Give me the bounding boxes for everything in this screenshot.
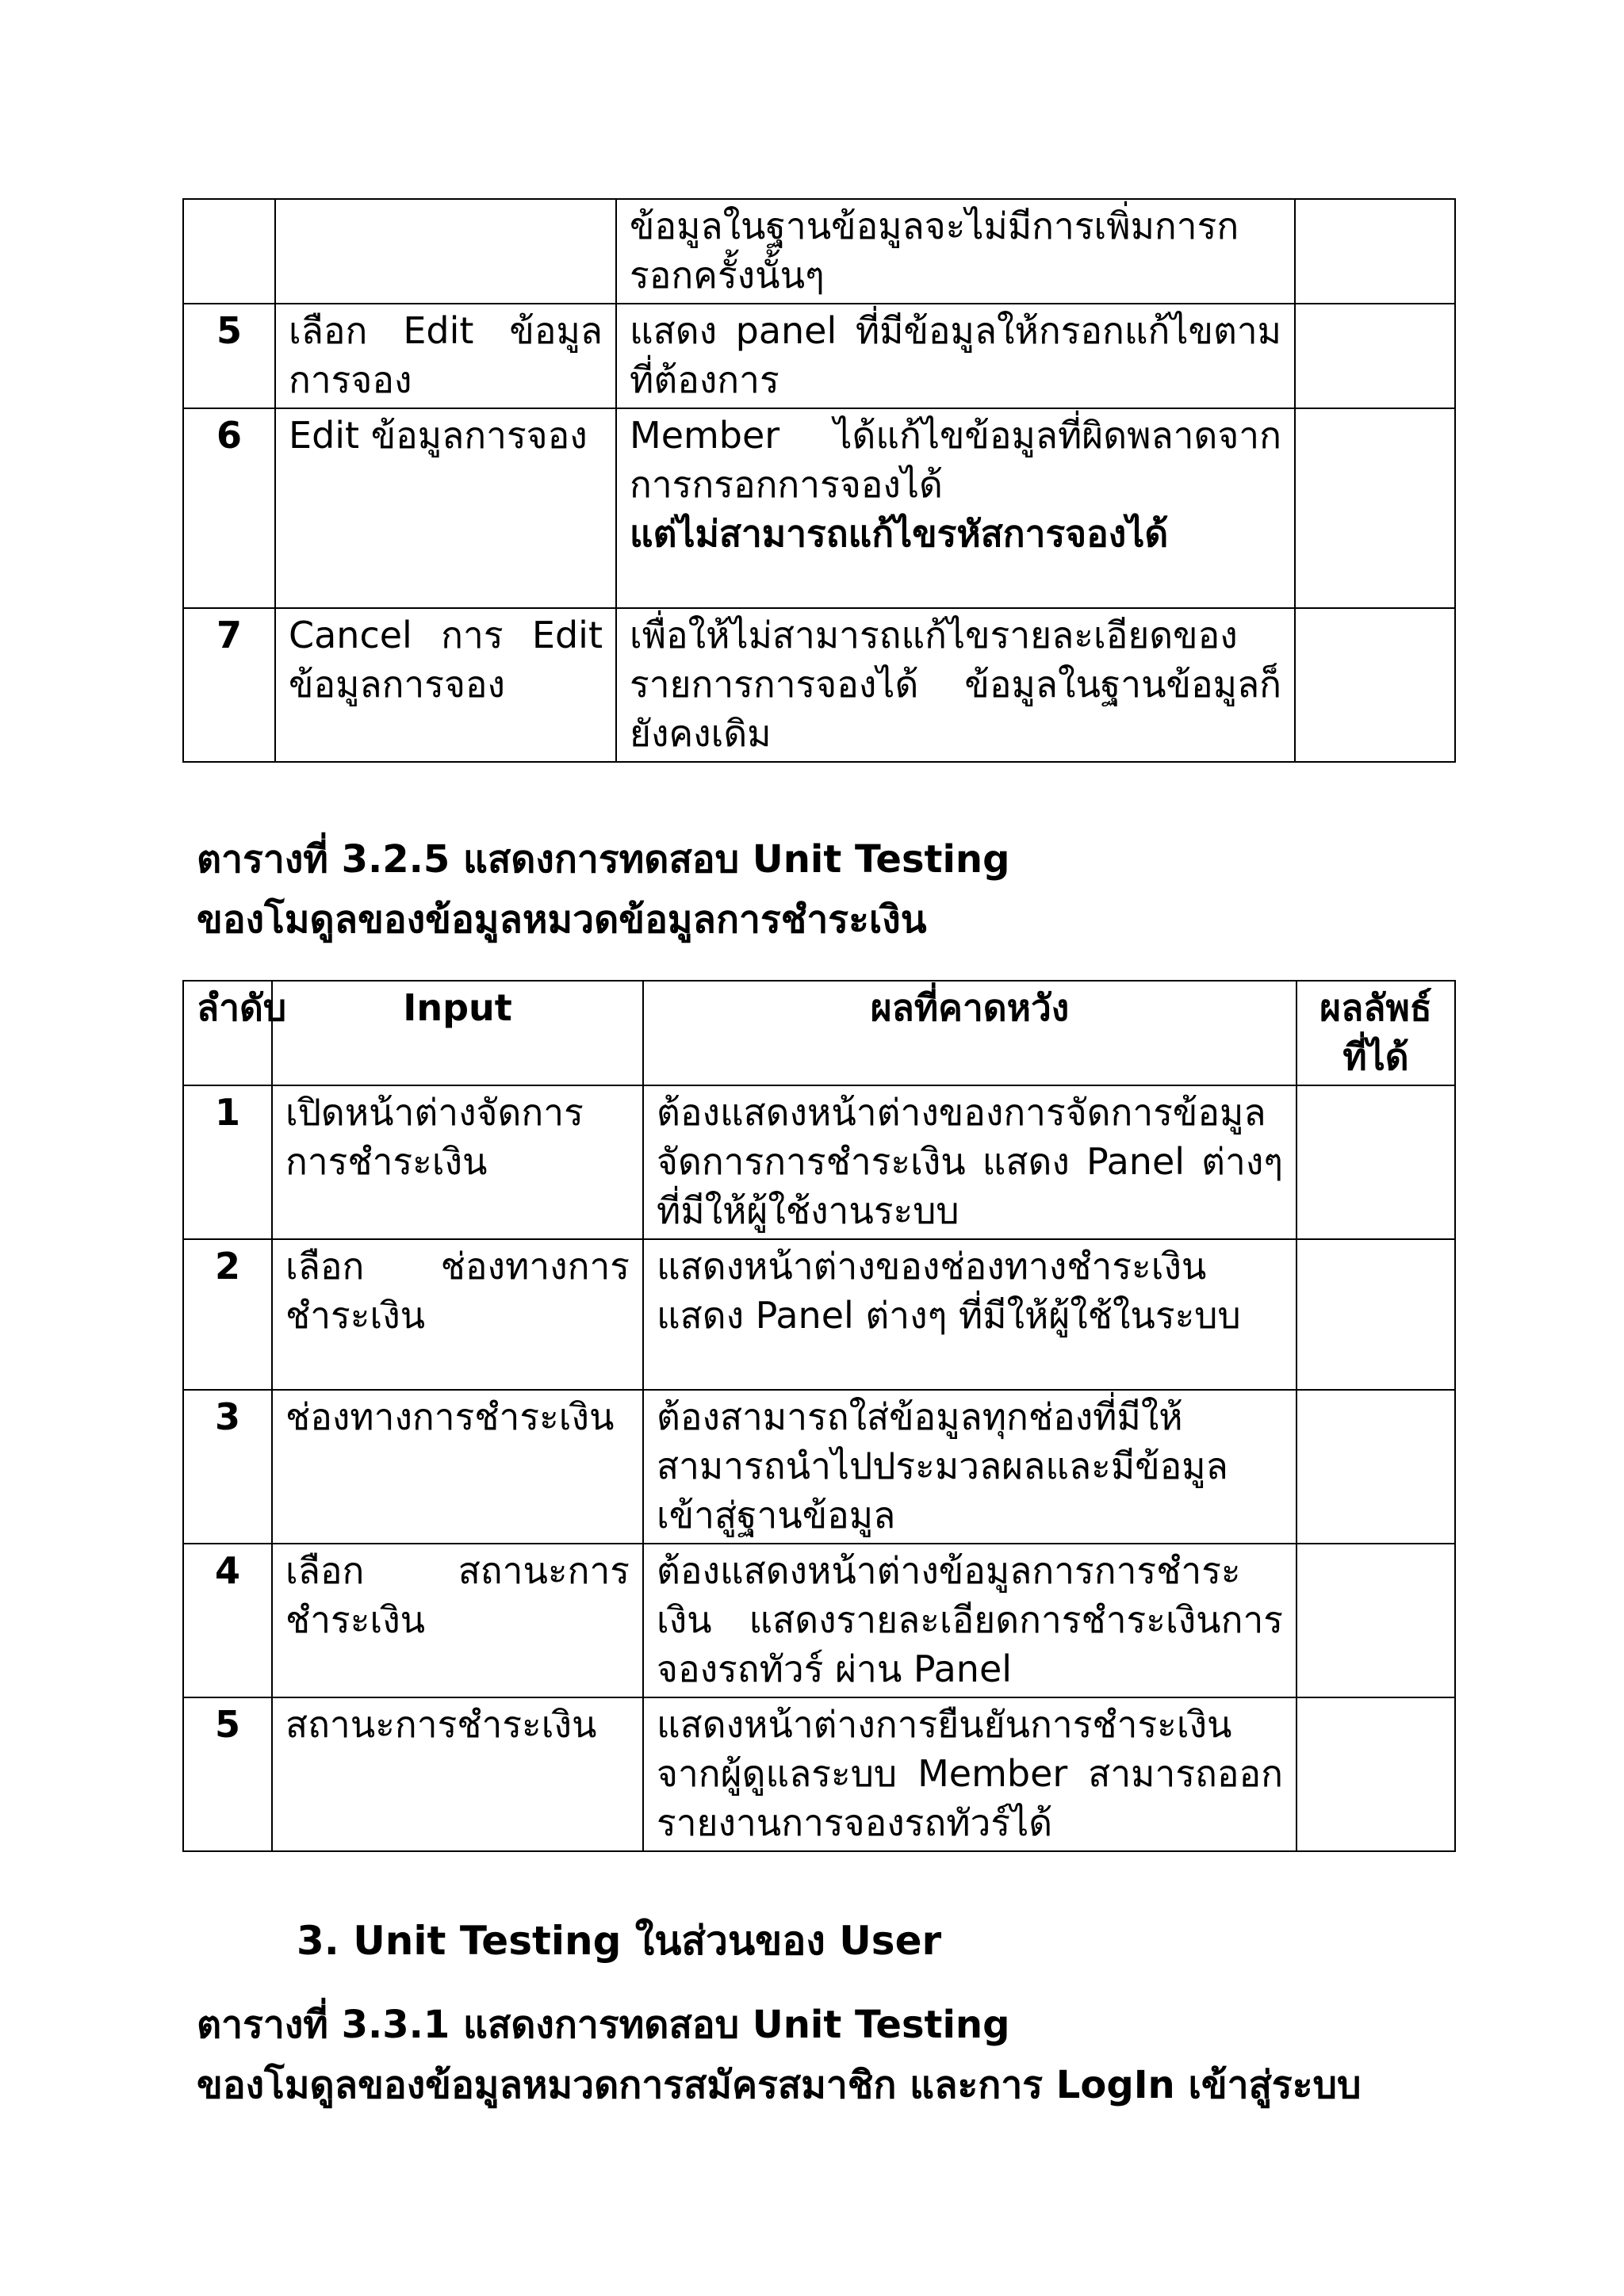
- table-row: [183, 1697, 1455, 1851]
- row-number: 4: [183, 1544, 272, 1697]
- row-number: 6: [183, 408, 275, 608]
- row-number: 3: [183, 1390, 272, 1544]
- result-cell: [1295, 408, 1455, 608]
- row-number: 2: [183, 1239, 272, 1390]
- table-caption-line1: ตารางที่ 3.3.1 แสดงการทดสอบ Unit Testing: [197, 2003, 1010, 2047]
- result-cell: [1297, 1085, 1455, 1239]
- row-number: 1: [183, 1085, 272, 1239]
- result-cell: [1295, 608, 1455, 762]
- table-caption-line1: ตารางที่ 3.2.5 แสดงการทดสอบ Unit Testing: [197, 837, 1010, 882]
- row-number: [183, 199, 275, 304]
- header-number: ลำดับ: [183, 981, 272, 1085]
- input-cell: เลือก ช่องทางการชำระเงิน: [272, 1239, 643, 1390]
- result-cell: [1297, 1390, 1455, 1544]
- table-row: [183, 1239, 1455, 1390]
- row-number: 7: [183, 608, 275, 762]
- input-cell: สถานะการชำระเงิน: [272, 1697, 643, 1851]
- booking-edit-test-table: [182, 198, 1456, 763]
- header-expected: ผลที่คาดหวัง: [643, 981, 1297, 1085]
- table-row: [183, 1390, 1455, 1544]
- result-cell: [1297, 1697, 1455, 1851]
- table-caption-line2: ของโมดูลของข้อมูลหมวดการสมัครสมาชิก และการ LogIn เข้าสู่ระบบ: [197, 2063, 1362, 2107]
- input-cell: เปิดหน้าต่างจัดการการชำระเงิน: [272, 1085, 643, 1239]
- expected-cell: ต้องแสดงหน้าต่างของการจัดการข้อมูลจัดการการชำระเงิน แสดง Panel ต่างๆ ที่มีให้ผู้ใช้งานระบบ: [643, 1085, 1297, 1239]
- table-header-row: [183, 981, 1455, 1085]
- expected-cell: ข้อมูลในฐานข้อมูลจะไม่มีการเพิ่มการกรอกครั้งนั้นๆ: [616, 199, 1295, 304]
- expected-cell: ต้องแสดงหน้าต่างข้อมูลการการชำระเงิน แสดงรายละเอียดการชำระเงินการจองรถทัวร์ ผ่าน Panel: [643, 1544, 1297, 1697]
- expected-bold-note: แต่ไม่สามารถแก้ไขรหัสการจองได้: [630, 512, 1169, 555]
- input-cell: เลือก สถานะการชำระเงิน: [272, 1544, 643, 1697]
- section-title: 3. Unit Testing ในส่วนของ User: [297, 1918, 942, 1964]
- input-cell: Cancel การ Edit ข้อมูลการจอง: [275, 608, 616, 762]
- payment-test-table: [182, 980, 1456, 1852]
- result-cell: [1297, 1239, 1455, 1390]
- input-cell: Edit ข้อมูลการจอง: [275, 408, 616, 608]
- table-row: [183, 1544, 1455, 1697]
- table-caption-line2: ของโมดูลของข้อมูลหมวดข้อมูลการชำระเงิน: [197, 897, 927, 942]
- result-cell: [1295, 304, 1455, 408]
- table-row: [183, 304, 1455, 408]
- expected-cell: [616, 408, 1295, 608]
- expected-cell: เพื่อให้ไม่สามารถแก้ไขรายละเอียดของรายการการจองได้ ข้อมูลในฐานข้อมูลก็ยังคงเดิม: [616, 608, 1295, 762]
- table-row: [183, 199, 1455, 304]
- header-result: ผลลัพธ์ที่ได้: [1297, 981, 1455, 1085]
- expected-cell: แสดงหน้าต่างการยืนยันการชำระเงินจากผู้ดูแลระบบ Member สามารถออกรายงานการจองรถทัวร์ได้: [643, 1697, 1297, 1851]
- expected-cell: ต้องสามารถใส่ข้อมูลทุกช่องที่มีให้สามารถนำไปประมวลผลและมีข้อมูลเข้าสู่ฐานข้อมูล: [643, 1390, 1297, 1544]
- result-cell: [1295, 199, 1455, 304]
- input-cell: [275, 199, 616, 304]
- header-input: Input: [272, 981, 643, 1085]
- input-cell: เลือก Edit ข้อมูลการจอง: [275, 304, 616, 408]
- result-cell: [1297, 1544, 1455, 1697]
- input-cell: ช่องทางการชำระเงิน: [272, 1390, 643, 1544]
- expected-cell: แสดงหน้าต่างของช่องทางชำระเงิน แสดง Panel ต่างๆ ที่มีให้ผู้ใช้ในระบบ: [643, 1239, 1297, 1390]
- expected-text: Member ได้แก้ไขข้อมูลที่ผิดพลาดจากการกรอกการจองได้: [630, 414, 1281, 506]
- table-row: [183, 408, 1455, 608]
- table-row: [183, 608, 1455, 762]
- row-number: 5: [183, 304, 275, 408]
- table-row: [183, 1085, 1455, 1239]
- expected-cell: แสดง panel ที่มีข้อมูลให้กรอกแก้ไขตามที่ต้องการ: [616, 304, 1295, 408]
- row-number: 5: [183, 1697, 272, 1851]
